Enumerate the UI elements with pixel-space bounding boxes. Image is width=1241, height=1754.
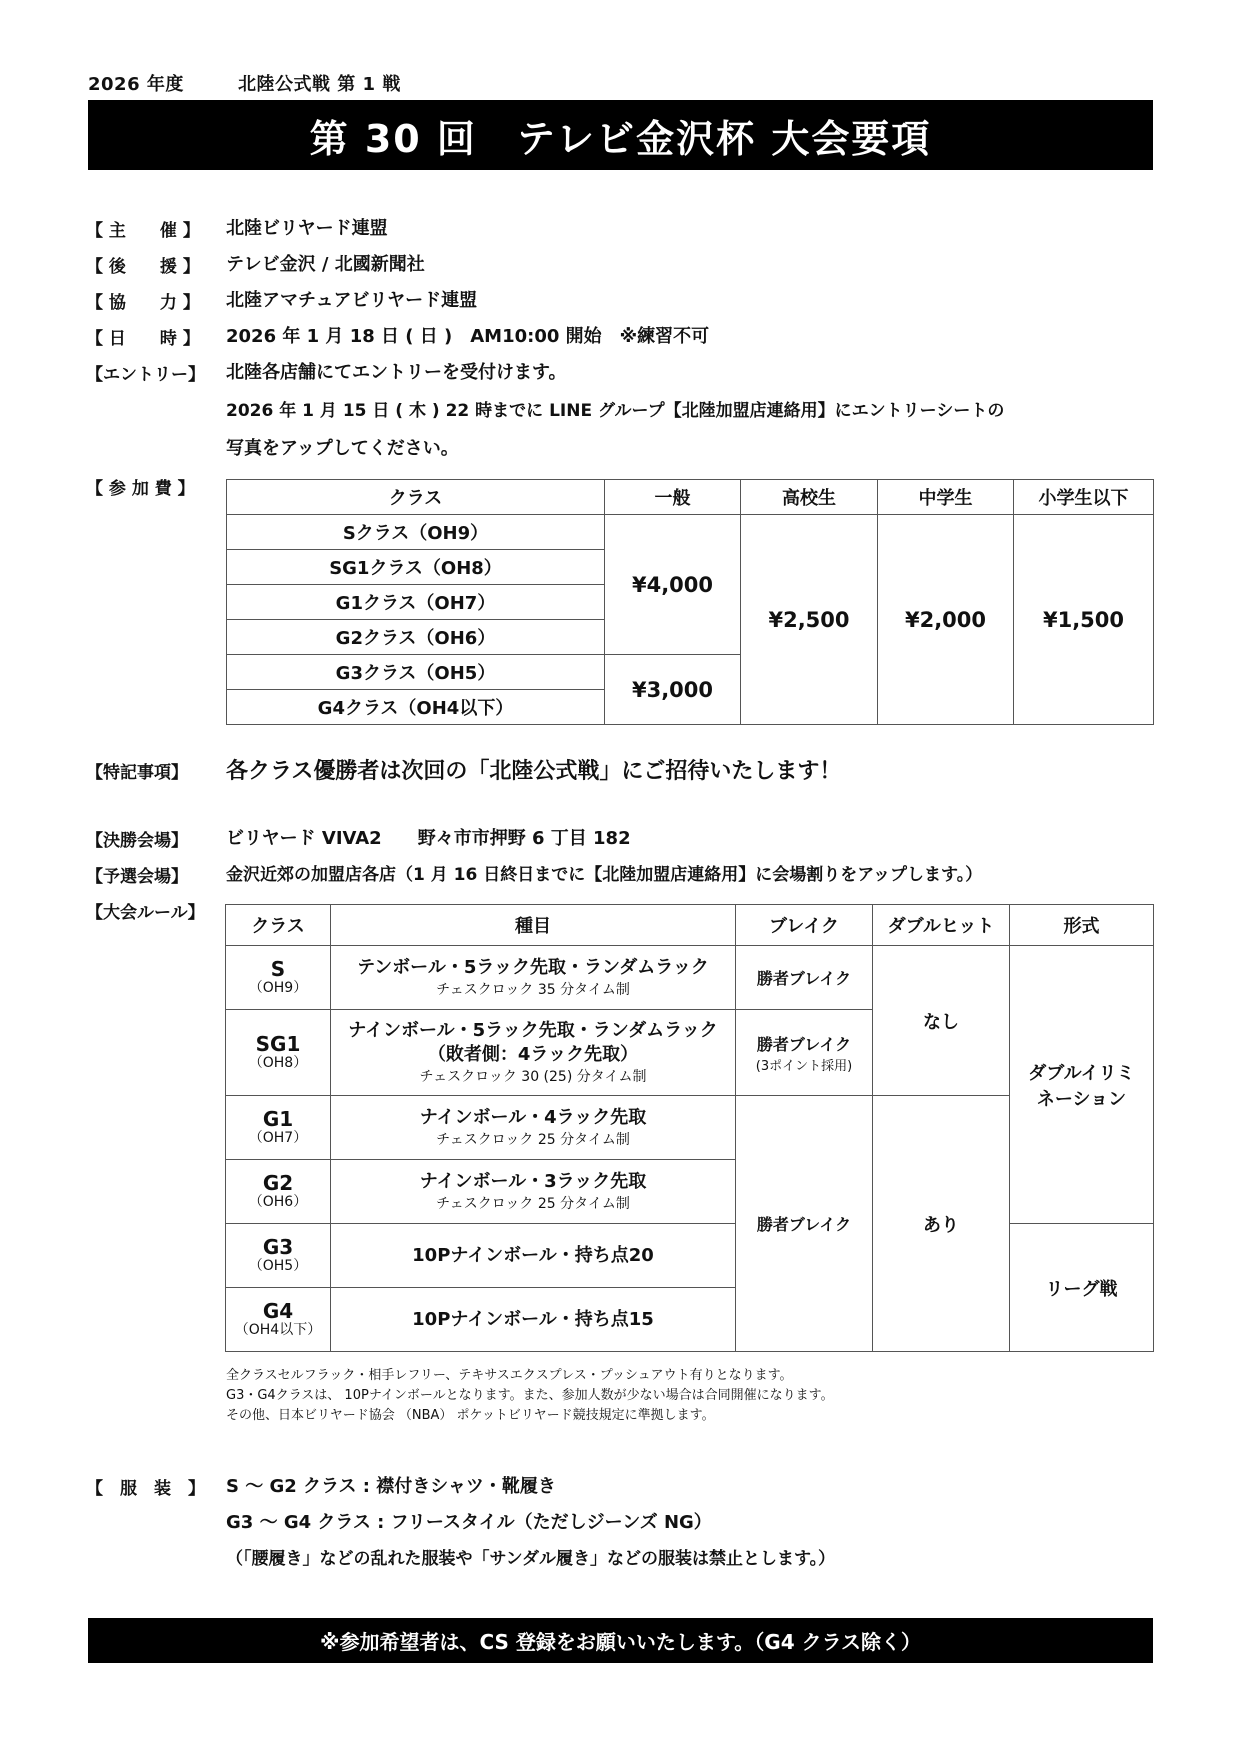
fee-class-cell: G3クラス（OH5） bbox=[227, 655, 605, 690]
final-venue-label: 【決勝会場】 bbox=[86, 831, 188, 851]
header-subtitle bbox=[88, 70, 401, 96]
rules-table bbox=[225, 904, 1154, 1352]
fee-class-cell: G4クラス（OH4以下） bbox=[227, 690, 605, 725]
footer-notice: ※参加希望者は、CS 登録をお願いいたします。（G4 クラス除く） bbox=[320, 1630, 921, 1654]
cooperation-value: 北陸アマチュアビリヤード連盟 bbox=[226, 290, 478, 311]
rules-note: G3・G4クラスは、 10Pナインボールとなります。また、参加人数が少ない場合は合同開催になります。 bbox=[226, 1388, 834, 1403]
datetime-value: 2026 年 1 月 18 日 ( 日 ) AM10:00 開始 ※練習不可 bbox=[226, 326, 710, 347]
table-row bbox=[226, 946, 1154, 1010]
title-banner bbox=[88, 100, 1153, 170]
rules-double-hit-upper: なし bbox=[873, 946, 1010, 1096]
fee-general-lower: ¥3,000 bbox=[605, 655, 741, 725]
table-row bbox=[226, 1224, 1154, 1288]
fee-table bbox=[226, 479, 1154, 725]
fee-class-cell: G2クラス（OH6） bbox=[227, 620, 605, 655]
rules-event-cell: ナインボール・3ラック先取 チェスクロック 25 分タイム制 bbox=[331, 1160, 736, 1224]
rules-header-class: クラス bbox=[226, 905, 331, 946]
qualifier-venue-value: 金沢近郊の加盟店各店（1 月 16 日終日までに【北陸加盟店連絡用】に会場割りをアップします。） bbox=[226, 865, 983, 885]
fee-header-row bbox=[227, 480, 1154, 515]
qualifier-venue-label: 【予選会場】 bbox=[86, 867, 188, 887]
special-value: 各クラス優勝者は次回の「北陸公式戦」にご招待いたします！ bbox=[226, 759, 842, 784]
rules-format-lower: リーグ戦 bbox=[1010, 1224, 1154, 1352]
rules-class-cell: SG1 （OH8） bbox=[226, 1010, 331, 1096]
special-label: 【特記事項】 bbox=[86, 763, 188, 783]
fiscal-year: 2026 年度 bbox=[88, 74, 184, 95]
page-title: 第 30 回 テレビ金沢杯 大会要項 bbox=[309, 116, 932, 161]
rules-double-hit-lower: あり bbox=[873, 1096, 1010, 1352]
rules-header-double-hit: ダブルヒット bbox=[873, 905, 1010, 946]
rules-event-cell: 10Pナインボール・持ち点15 bbox=[331, 1288, 736, 1352]
series-name: 北陸公式戦 第 1 戦 bbox=[238, 74, 401, 95]
fee-label: 【 参 加 費 】 bbox=[86, 479, 195, 499]
rules-event-cell: 10Pナインボール・持ち点20 bbox=[331, 1224, 736, 1288]
sponsor-label: 【 後 援 】 bbox=[86, 257, 200, 277]
rules-header-row bbox=[226, 905, 1154, 946]
rules-label: 【大会ルール】 bbox=[86, 903, 205, 923]
rules-header-event: 種目 bbox=[331, 905, 736, 946]
fee-junior-high: ¥2,000 bbox=[878, 515, 1014, 725]
fee-class-cell: G1クラス（OH7） bbox=[227, 585, 605, 620]
footer-banner bbox=[88, 1618, 1153, 1663]
rules-event-cell: ナインボール・5ラック先取・ランダムラック （敗者側：4ラック先取） チェスクロック 30 (25) 分タイム制 bbox=[331, 1010, 736, 1096]
rules-break-s: 勝者ブレイク bbox=[736, 946, 873, 1010]
fee-class-cell: SG1クラス（OH8） bbox=[227, 550, 605, 585]
entry-label: 【エントリー】 bbox=[86, 365, 205, 385]
dress-label: 【 服 装 】 bbox=[86, 1479, 205, 1499]
dress-line-3: （「腰履き」などの乱れた服装や「サンダル履き」などの服装は禁止とします。） bbox=[226, 1549, 836, 1569]
fee-class-cell: Sクラス（OH9） bbox=[227, 515, 605, 550]
rules-class-cell: G4 （OH4以下） bbox=[226, 1288, 331, 1352]
cooperation-label: 【 協 力 】 bbox=[86, 293, 200, 313]
table-row bbox=[227, 515, 1154, 550]
fee-header-general: 一般 bbox=[605, 480, 741, 515]
fee-elementary: ¥1,500 bbox=[1014, 515, 1154, 725]
datetime-label: 【 日 時 】 bbox=[86, 329, 200, 349]
rules-header-format: 形式 bbox=[1010, 905, 1154, 946]
fee-header-class: クラス bbox=[227, 480, 605, 515]
fee-header-junior-high: 中学生 bbox=[878, 480, 1014, 515]
rules-class-cell: G3 （OH5） bbox=[226, 1224, 331, 1288]
fee-high-school: ¥2,500 bbox=[741, 515, 878, 725]
organizer-label: 【 主 催 】 bbox=[86, 221, 200, 241]
entry-line-1: 北陸各店舗にてエントリーを受付けます。 bbox=[226, 362, 567, 383]
fee-header-elementary: 小学生以下 bbox=[1014, 480, 1154, 515]
rules-class-cell: S （OH9） bbox=[226, 946, 331, 1010]
rules-class-cell: G1 （OH7） bbox=[226, 1096, 331, 1160]
rules-break-sg1: 勝者ブレイク (3ポイント採用) bbox=[736, 1010, 873, 1096]
rules-note: その他、日本ビリヤード協会 （NBA） ポケットビリヤード競技規定に準拠します。 bbox=[226, 1408, 715, 1423]
rules-note: 全クラスセルフラック・相手レフリー、テキサスエクスプレス・プッシュアウト有りとなります。 bbox=[226, 1368, 793, 1383]
fee-general-upper: ¥4,000 bbox=[605, 515, 741, 655]
rules-break-rest: 勝者ブレイク bbox=[736, 1096, 873, 1352]
rules-event-cell: テンボール・5ラック先取・ランダムラック チェスクロック 35 分タイム制 bbox=[331, 946, 736, 1010]
entry-line-2: 2026 年 1 月 15 日 ( 木 ) 22 時までに LINE グループ【北陸加盟店連絡用】にエントリーシートの bbox=[226, 401, 1005, 421]
rules-class-cell: G2 （OH6） bbox=[226, 1160, 331, 1224]
fee-header-high-school: 高校生 bbox=[741, 480, 878, 515]
dress-line-1: S ～ G2 クラス : 襟付きシャツ・靴履き bbox=[226, 1476, 556, 1497]
organizer-value: 北陸ビリヤード連盟 bbox=[226, 218, 388, 239]
entry-line-3: 写真をアップしてください。 bbox=[226, 438, 459, 459]
rules-notes bbox=[226, 1366, 834, 1426]
rules-format-upper: ダブルイリミ ネーション bbox=[1010, 946, 1154, 1224]
sponsor-value: テレビ金沢 / 北國新聞社 bbox=[226, 254, 425, 275]
rules-header-break: ブレイク bbox=[736, 905, 873, 946]
dress-line-2: G3 ～ G4 クラス : フリースタイル（ただしジーンズ NG） bbox=[226, 1512, 712, 1533]
final-venue-value: ビリヤード VIVA2 野々市市押野 6 丁目 182 bbox=[226, 828, 631, 849]
rules-event-cell: ナインボール・4ラック先取 チェスクロック 25 分タイム制 bbox=[331, 1096, 736, 1160]
